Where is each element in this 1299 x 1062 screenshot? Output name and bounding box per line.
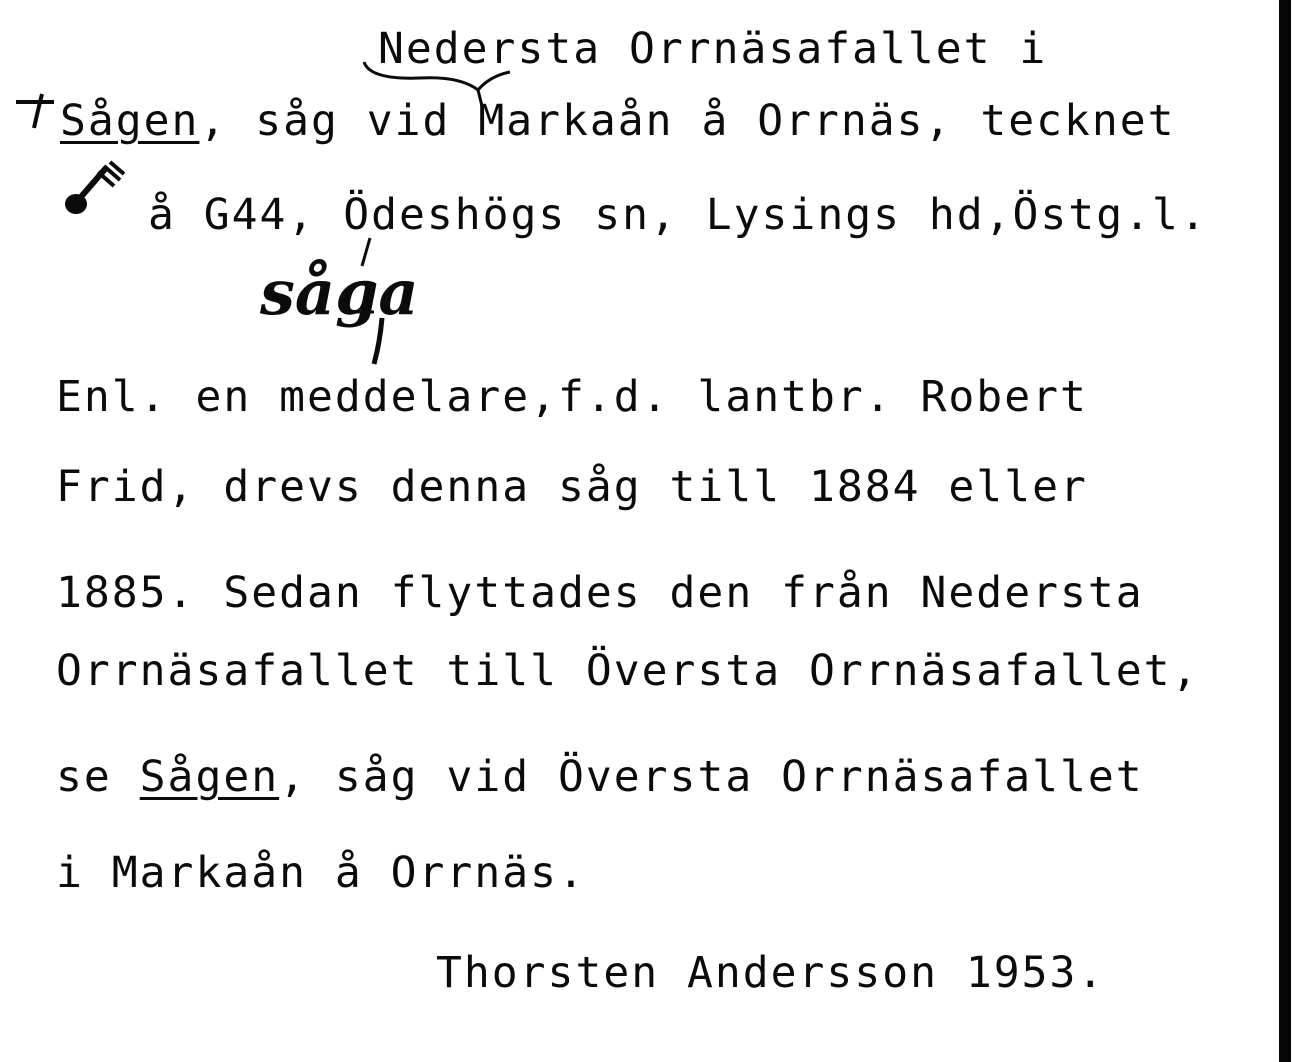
see-prefix: se bbox=[56, 752, 140, 802]
last-body-line: i Markaån å Orrnäs. bbox=[56, 848, 586, 898]
signature: Thorsten Andersson 1953. bbox=[436, 948, 1106, 998]
handwritten-word: såga bbox=[260, 256, 419, 329]
see-reference-line bbox=[56, 752, 1144, 802]
handwritten-accent-mark bbox=[330, 232, 390, 372]
entry-title: Sågen bbox=[60, 96, 200, 146]
insertion-text: Nedersta Orrnäsafallet i bbox=[378, 24, 1048, 74]
entry-line-1 bbox=[60, 96, 1176, 146]
entry-line-2: å G44, Ödeshögs sn, Lysings hd,Östg.l. bbox=[148, 190, 1208, 240]
body-line-2: Frid, drevs denna såg till 1884 eller bbox=[56, 462, 1088, 512]
dagger-cross-icon bbox=[14, 92, 60, 132]
body-line-4: Orrnäsafallet till Översta Orrnäsafallet, bbox=[56, 646, 1200, 696]
key-sign-icon bbox=[62, 160, 132, 220]
see-reference-link: Sågen bbox=[139, 752, 280, 802]
see-reference-rest: , såg vid Översta Orrnäsafallet bbox=[279, 752, 1144, 802]
entry-line-1-rest: , såg vid Markaån å Orrnäs, tecknet bbox=[199, 96, 1176, 146]
body-line-3: 1885. Sedan flyttades den från Nedersta bbox=[56, 568, 1144, 618]
card-edge-shadow bbox=[1279, 0, 1291, 1062]
body-line-1: Enl. en meddelare,f.d. lantbr. Robert bbox=[56, 372, 1088, 422]
